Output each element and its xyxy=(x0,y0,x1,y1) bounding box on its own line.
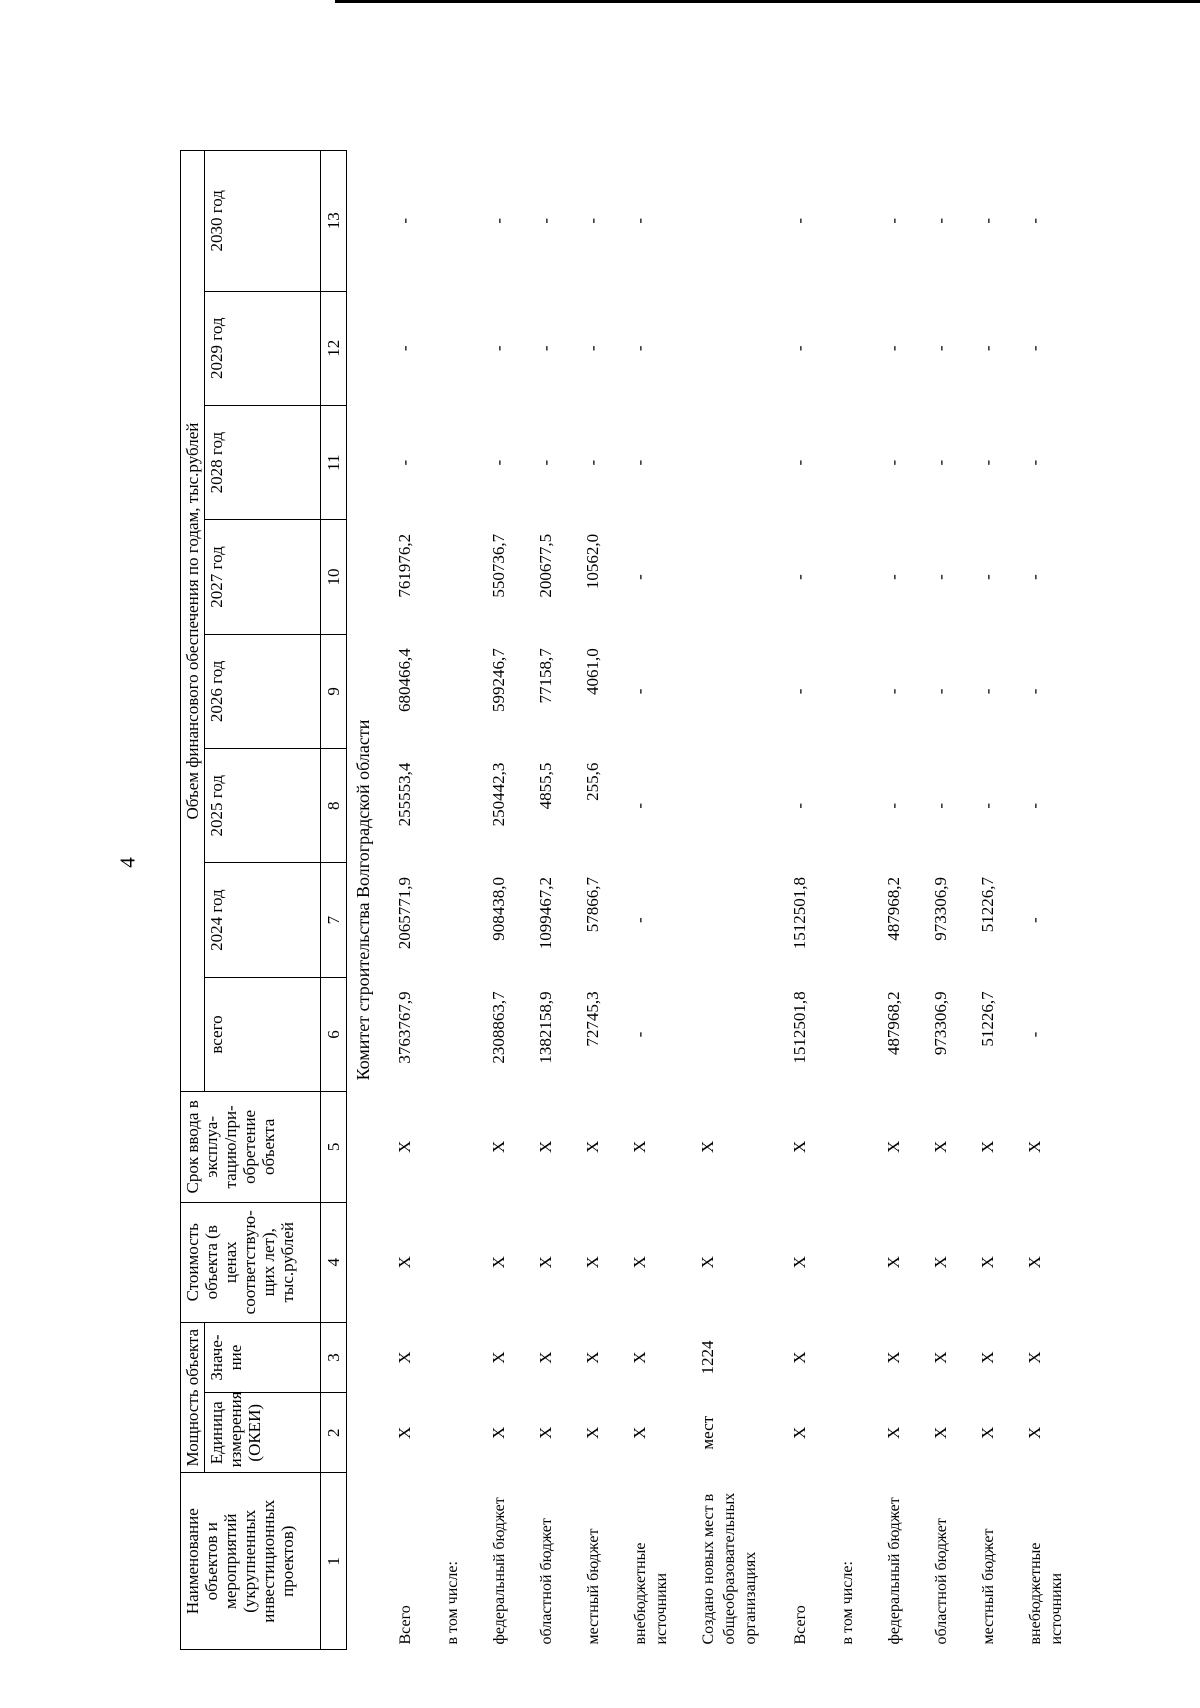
cell-cost: X xyxy=(630,1256,649,1269)
cell-2028 xyxy=(685,405,777,519)
cell-total: 487968,2 xyxy=(884,991,903,1056)
cell-2030 xyxy=(824,151,871,292)
header-year-2029: 2029 год xyxy=(205,291,321,405)
col-number: 10 xyxy=(321,520,347,634)
cell-2029: - xyxy=(884,345,903,352)
cell-cost: X xyxy=(978,1256,997,1269)
cell-2024 xyxy=(429,863,476,977)
cell-total: 51226,7 xyxy=(978,991,997,1047)
col-number: 6 xyxy=(321,977,347,1091)
cell-2027: - xyxy=(1025,574,1044,580)
cell-2025: - xyxy=(790,802,809,809)
cell-2026: - xyxy=(884,688,903,695)
cell-2024: 1099467,2 xyxy=(536,876,555,950)
cell-cost: X xyxy=(395,1256,414,1269)
cell-commission xyxy=(429,1092,476,1202)
cell-2027 xyxy=(824,520,871,634)
row-name: в том числе: xyxy=(839,1561,856,1645)
cell-unit: X xyxy=(583,1426,602,1439)
rotated-table-container xyxy=(180,150,1200,1650)
cell-value: X xyxy=(583,1351,602,1364)
table-body xyxy=(347,151,1081,1650)
cell-commission: X xyxy=(489,1140,508,1154)
row-name: местный бюджет xyxy=(585,1528,602,1645)
cell-2026: - xyxy=(790,688,809,695)
cell-2025 xyxy=(685,749,777,863)
cell-2027: - xyxy=(884,574,903,580)
cell-2027: - xyxy=(931,574,950,580)
cell-unit xyxy=(824,1393,871,1473)
row-name: федеральный бюджет xyxy=(886,1497,903,1645)
cell-2028: - xyxy=(978,459,997,466)
cell-value: X xyxy=(884,1351,903,1364)
cell-2025: 255553,4 xyxy=(395,762,414,827)
cell-commission: X xyxy=(978,1140,997,1154)
cell-2025 xyxy=(824,749,871,863)
cell-2027: 10562,0 xyxy=(583,533,602,590)
cell-2025: 4855,5 xyxy=(536,762,555,810)
cell-2028 xyxy=(429,405,476,519)
cell-2026: 77158,7 xyxy=(536,648,555,704)
header-year-2024: 2024 год xyxy=(205,863,321,977)
col-number: 8 xyxy=(321,749,347,863)
cell-2030: - xyxy=(931,217,950,224)
table-row xyxy=(617,151,685,1650)
cell-value: X xyxy=(978,1351,997,1364)
cell-2028: - xyxy=(790,459,809,466)
row-name: областной бюджет xyxy=(933,1518,950,1645)
col-number: 12 xyxy=(321,291,347,405)
cell-value: X xyxy=(489,1351,508,1364)
table-row xyxy=(777,151,824,1650)
cell-2025 xyxy=(429,749,476,863)
header-year-2028: 2028 год xyxy=(205,405,321,519)
cell-2025: - xyxy=(884,802,903,809)
cell-2030 xyxy=(429,151,476,292)
header-cost: Стоимость объекта (в ценах соответствую-щих лет), тыс.рублей xyxy=(181,1202,321,1322)
cell-commission: X xyxy=(583,1140,602,1154)
cell-2030: - xyxy=(536,217,555,224)
cell-2027: - xyxy=(978,574,997,580)
cell-commission: X xyxy=(931,1140,950,1154)
header-year-2025: 2025 год xyxy=(205,749,321,863)
cell-unit: X xyxy=(630,1426,649,1439)
cell-value: 1224 xyxy=(698,1340,717,1375)
cell-2030: - xyxy=(1025,217,1044,224)
cell-2026 xyxy=(824,634,871,748)
cell-2030: - xyxy=(884,217,903,224)
cell-2028: - xyxy=(931,459,950,466)
cell-cost: X xyxy=(931,1256,950,1269)
cell-2026: - xyxy=(630,688,649,695)
cell-2024: 487968,2 xyxy=(884,876,903,941)
table-row xyxy=(871,151,918,1650)
cell-cost: X xyxy=(1025,1256,1044,1269)
cell-2024 xyxy=(685,863,777,977)
row-name: внебюджетные источники xyxy=(1027,1542,1065,1645)
table-row xyxy=(429,151,476,1650)
header-value: Значе-ние xyxy=(205,1322,321,1392)
cell-commission: X xyxy=(790,1140,809,1154)
cell-cost: X xyxy=(489,1256,508,1269)
cell-2025: - xyxy=(1025,802,1044,809)
cell-2027: 200677,5 xyxy=(536,533,555,598)
cell-value: X xyxy=(790,1351,809,1364)
cell-commission xyxy=(824,1092,871,1202)
cell-commission: X xyxy=(536,1140,555,1154)
cell-unit: мест xyxy=(698,1415,717,1450)
cell-commission: X xyxy=(395,1140,414,1154)
table-row xyxy=(685,151,777,1650)
cell-unit: X xyxy=(931,1426,950,1439)
cell-2027: 550736,7 xyxy=(489,533,508,598)
cell-2026 xyxy=(429,634,476,748)
cell-unit: X xyxy=(395,1426,414,1439)
cell-2025: 250442,3 xyxy=(489,762,508,827)
cell-value xyxy=(429,1322,476,1392)
cell-2025: 255,6 xyxy=(583,762,602,801)
cell-2024: 973306,9 xyxy=(931,876,950,941)
cell-cost: X xyxy=(698,1256,717,1269)
cell-2028: - xyxy=(395,459,414,466)
cell-total: 72745,3 xyxy=(583,991,602,1047)
cell-unit xyxy=(429,1393,476,1473)
cell-2025: - xyxy=(630,802,649,809)
cell-value: X xyxy=(536,1351,555,1364)
cell-2030 xyxy=(685,151,777,292)
cell-2027 xyxy=(685,520,777,634)
cell-2030: - xyxy=(489,217,508,224)
table-row xyxy=(476,151,523,1650)
cell-2027: - xyxy=(630,574,649,580)
top-border-line xyxy=(335,0,1200,3)
cell-2029 xyxy=(429,291,476,405)
header-commission-date: Срок ввода в эксплуа-тацию/при-обретение объекта xyxy=(181,1092,321,1202)
header-finance-group: Объем финансового обеспечения по годам, тыс.рублей xyxy=(181,151,205,1092)
cell-cost: X xyxy=(536,1256,555,1269)
cell-unit: X xyxy=(790,1426,809,1439)
table-row xyxy=(1012,151,1080,1650)
cell-total: 3763767,9 xyxy=(395,991,414,1064)
col-number: 11 xyxy=(321,405,347,519)
table-row xyxy=(824,151,871,1650)
cell-2030: - xyxy=(395,217,414,224)
cell-2027: 761976,2 xyxy=(395,533,414,598)
col-number: 13 xyxy=(321,151,347,292)
page-number: 4 xyxy=(115,857,140,868)
table-row xyxy=(523,151,570,1650)
cell-cost xyxy=(824,1202,871,1322)
cell-2027 xyxy=(429,520,476,634)
header-total: всего xyxy=(205,977,321,1091)
cell-2028: - xyxy=(884,459,903,466)
cell-2029: - xyxy=(790,345,809,352)
cell-total: 2308863,7 xyxy=(489,991,508,1064)
col-number: 3 xyxy=(321,1322,347,1392)
row-name: Всего xyxy=(792,1605,809,1645)
cell-cost: X xyxy=(790,1256,809,1269)
header-unit: Единица измерения (ОКЕИ) xyxy=(205,1393,321,1473)
col-number: 4 xyxy=(321,1202,347,1322)
cell-2026: 680466,4 xyxy=(395,648,414,712)
cell-2025: - xyxy=(978,802,997,809)
cell-total: 1512501,8 xyxy=(790,991,809,1064)
cell-2026: 4061,0 xyxy=(583,648,602,695)
cell-2026 xyxy=(685,634,777,748)
cell-2029 xyxy=(685,291,777,405)
cell-2024: 1512501,8 xyxy=(790,876,809,950)
cell-2030: - xyxy=(630,217,649,224)
col-number: 1 xyxy=(321,1473,347,1650)
cell-2024: 57866,7 xyxy=(583,876,602,933)
column-number-row xyxy=(321,151,347,1650)
cell-2029: - xyxy=(536,345,555,352)
table-row xyxy=(382,151,429,1650)
section-title: Комитет строительства Волгоградской области xyxy=(353,719,373,1081)
cell-2029: - xyxy=(1025,345,1044,352)
row-name: Всего xyxy=(397,1605,414,1645)
cell-commission: X xyxy=(698,1140,717,1154)
col-number: 9 xyxy=(321,634,347,748)
cell-value: X xyxy=(931,1351,950,1364)
cell-2029: - xyxy=(583,345,602,352)
cell-2029: - xyxy=(630,345,649,352)
cell-2030: - xyxy=(790,217,809,224)
cell-2028: - xyxy=(1025,459,1044,466)
cell-total xyxy=(685,977,777,1091)
cell-value xyxy=(824,1322,871,1392)
cell-2028: - xyxy=(583,459,602,466)
cell-2029: - xyxy=(978,345,997,352)
section-row xyxy=(347,151,383,1650)
cell-2029: - xyxy=(489,345,508,352)
header-object-name: Наименование объектов и мероприятий (укрупненных инвестиционных проектов) xyxy=(181,1473,321,1650)
col-number: 7 xyxy=(321,863,347,977)
cell-cost: X xyxy=(884,1256,903,1269)
cell-2024: 2065771,9 xyxy=(395,876,414,950)
cell-total xyxy=(429,977,476,1091)
cell-2024: 51226,7 xyxy=(978,876,997,933)
cell-2024: - xyxy=(1025,917,1044,923)
cell-2024 xyxy=(824,863,871,977)
cell-2027: - xyxy=(790,574,809,580)
row-name: областной бюджет xyxy=(538,1518,555,1645)
cell-unit: X xyxy=(1025,1426,1044,1439)
cell-2024: - xyxy=(630,917,649,923)
cell-2026: - xyxy=(1025,688,1044,695)
cell-value: X xyxy=(395,1351,414,1364)
cell-2029: - xyxy=(395,345,414,352)
cell-2029 xyxy=(824,291,871,405)
cell-commission: X xyxy=(630,1140,649,1154)
table-header xyxy=(181,151,347,1650)
row-name: местный бюджет xyxy=(980,1528,997,1645)
table-row xyxy=(965,151,1012,1650)
cell-2030: - xyxy=(978,217,997,224)
cell-2026: 599246,7 xyxy=(489,648,508,712)
cell-cost: X xyxy=(583,1256,602,1269)
header-year-2030: 2030 год xyxy=(205,151,321,292)
col-number: 2 xyxy=(321,1393,347,1473)
header-year-2026: 2026 год xyxy=(205,634,321,748)
cell-total: - xyxy=(630,1031,649,1038)
cell-2028: - xyxy=(630,459,649,466)
cell-2028: - xyxy=(489,459,508,466)
table-row xyxy=(918,151,965,1650)
cell-2026: - xyxy=(978,688,997,695)
cell-unit: X xyxy=(978,1426,997,1439)
cell-unit: X xyxy=(884,1426,903,1439)
cell-2024: 908438,0 xyxy=(489,876,508,941)
cell-unit: X xyxy=(536,1426,555,1439)
cell-commission: X xyxy=(1025,1140,1044,1154)
table-row xyxy=(570,151,617,1650)
cell-total: 1382158,9 xyxy=(536,991,555,1064)
cell-2030: - xyxy=(583,217,602,224)
row-name: в том числе: xyxy=(444,1561,461,1645)
cell-2025: - xyxy=(931,802,950,809)
financing-table xyxy=(180,150,1080,1650)
row-name: Создано новых мест в общеобразовательных организациях xyxy=(700,1492,759,1645)
col-number: 5 xyxy=(321,1092,347,1202)
cell-commission: X xyxy=(884,1140,903,1154)
cell-2028 xyxy=(824,405,871,519)
cell-2026: - xyxy=(931,688,950,695)
cell-2028: - xyxy=(536,459,555,466)
cell-value: X xyxy=(630,1351,649,1364)
row-name: внебюджетные источники xyxy=(632,1542,670,1645)
cell-total xyxy=(824,977,871,1091)
cell-cost xyxy=(429,1202,476,1322)
header-year-2027: 2027 год xyxy=(205,520,321,634)
header-capacity-group: Мощность объекта xyxy=(181,1322,205,1472)
cell-unit: X xyxy=(489,1426,508,1439)
cell-2029: - xyxy=(931,345,950,352)
row-name: федеральный бюджет xyxy=(491,1497,508,1645)
cell-total: - xyxy=(1025,1031,1044,1038)
cell-value: X xyxy=(1025,1351,1044,1364)
cell-total: 973306,9 xyxy=(931,991,950,1056)
